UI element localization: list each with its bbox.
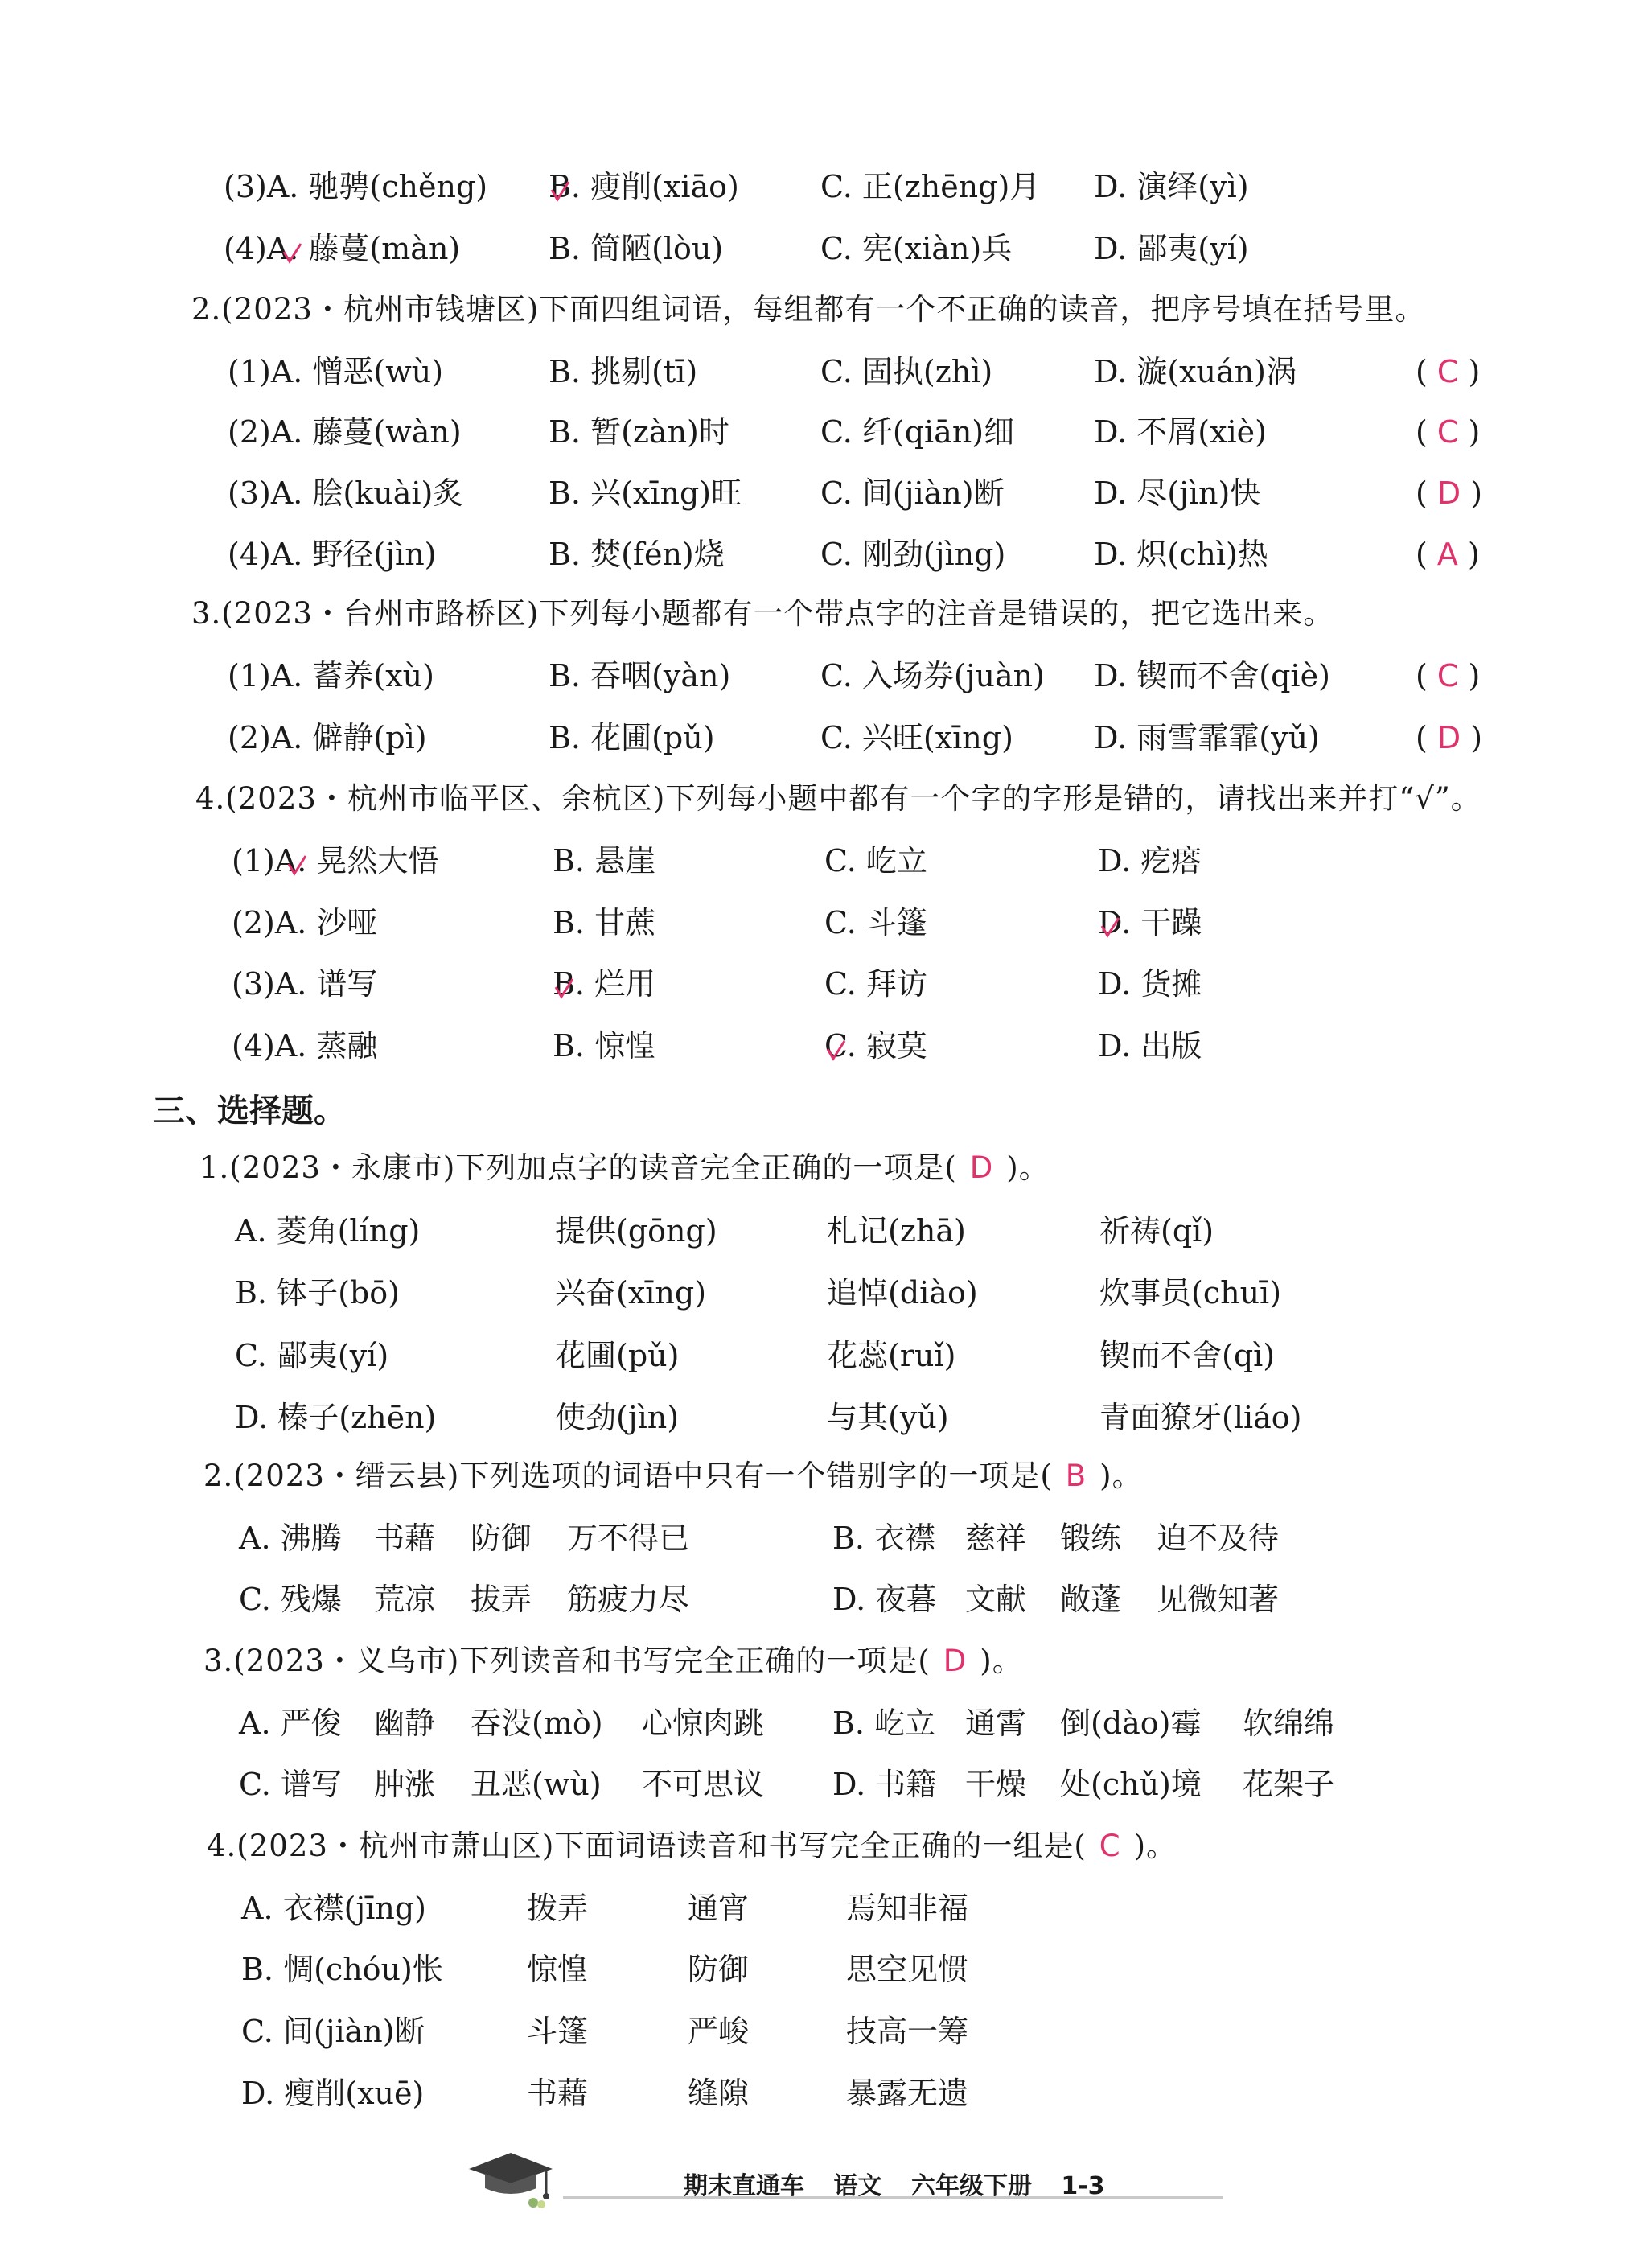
s3-q4-a-3: 通宵 (688, 1891, 750, 1926)
footer-book: 期末直通车 (684, 2172, 804, 2200)
q2-row4-c: C. 刚劲(jìng) (820, 537, 1006, 572)
s3-q1-d-2: 使劲(jìn) (555, 1400, 680, 1435)
q4-row4-b: B. 惊惶 (553, 1028, 656, 1064)
q3-row1-c: C. 入场券(juàn) (820, 658, 1045, 693)
s3-q2-r1-4: 万不得已 (567, 1520, 690, 1556)
q4-row3-c: C. 拜访 (824, 966, 927, 1002)
s3-q2-r2-6: 文献 (965, 1582, 1027, 1617)
s3-q1-b-3: 追悼(diào) (827, 1275, 978, 1311)
s3-q4-d-2: 书藉 (527, 2076, 589, 2111)
s3-q4-b-3: 防御 (688, 1952, 750, 1987)
s3-q3-r1-2: 幽静 (374, 1706, 436, 1741)
q2-row3-b: B. 兴(xīng)旺 (549, 475, 742, 511)
s3-q4-a-2: 拨弄 (527, 1891, 589, 1926)
s3-q3-r1-3: 吞没(mò) (471, 1706, 603, 1741)
s3-q1-b-1: B. 钵子(bō) (235, 1275, 400, 1311)
s3-q1-d-1: D. 榛子(zhēn) (235, 1400, 437, 1435)
check-mark-icon (553, 976, 574, 1000)
answer-blank: ( C ) (1416, 354, 1481, 389)
q3-row2-d: D. 雨雪霏霏(yǔ) (1094, 720, 1320, 755)
answer-blank: ( A ) (1416, 537, 1480, 572)
s3-q1-c-3: 花蕊(ruǐ) (827, 1338, 956, 1373)
q4-row2-d: D. 干躁 (1098, 905, 1202, 940)
q2-row4-d: D. 炽(chì)热 (1094, 537, 1268, 572)
s3-q2-r2-3: 拔弄 (471, 1582, 532, 1617)
s3-q1-a-1: A. 菱角(líng) (235, 1213, 421, 1249)
check-mark-icon (549, 179, 570, 203)
answer-blank: ( C ) (1416, 414, 1481, 450)
s3-q3-r2-6: 干燥 (965, 1767, 1027, 1802)
q2-row1-a: (1)A. 憎恶(wù) (228, 354, 444, 389)
footer-page-number: 1-3 (1061, 2172, 1105, 2200)
answer-blank: ( C ) (1416, 658, 1481, 693)
s3-q3-r2-8: 花架子 (1243, 1767, 1335, 1802)
q2-row4-a: (4)A. 野径(jìn) (228, 537, 437, 572)
q4-row2-c: C. 斗篷 (824, 905, 927, 940)
s3-q2-r1-1: A. 沸腾 (239, 1520, 342, 1556)
s3-question-1-stem: 1.(2023・永康市)下列加点字的读音完全正确的一项是( D )。 (199, 1150, 1050, 1185)
s3-q2-r1-5: B. 衣襟 (832, 1520, 936, 1556)
s3-q1-c-2: 花圃(pǔ) (555, 1338, 680, 1373)
s3-q2-r1-7: 锻练 (1060, 1520, 1122, 1556)
s3-q2-r2-5: D. 夜暮 (832, 1582, 937, 1617)
s3-q4-c-4: 技高一筹 (846, 2014, 969, 2049)
s3-q4-answer: C (1099, 1829, 1121, 1863)
s3-q1-b-2: 兴奋(xīng) (555, 1275, 707, 1311)
q3-row2-b: B. 花圃(pǔ) (549, 720, 715, 755)
s3-q2-r1-6: 慈祥 (965, 1520, 1027, 1556)
footer-grade: 六年级下册 (910, 2172, 1032, 2200)
s3-q3-r1-7: 倒(dào)霉 (1060, 1706, 1202, 1741)
s3-q1-c-4: 锲而不舍(qì) (1099, 1338, 1276, 1373)
q1-3-b: B. 瘦削(xiāo) (549, 169, 739, 204)
q1-4-b: B. 简陋(lòu) (549, 231, 724, 266)
s3-q4-b-4: 思空见惯 (846, 1952, 969, 1987)
q4-row4-a: (4)A. 蒸融 (232, 1028, 378, 1064)
graduation-cap-icon (462, 2146, 559, 2211)
q3-row2-c: C. 兴旺(xīng) (820, 720, 1013, 755)
q3-row1-b: B. 吞咽(yàn) (549, 658, 731, 693)
q4-row1-d: D. 疙瘩 (1098, 843, 1202, 879)
s3-q2-r2-1: C. 残爆 (239, 1582, 342, 1617)
s3-q1-d-3: 与其(yǔ) (827, 1400, 949, 1435)
question-2-stem: 2.(2023・杭州市钱塘区)下面四组词语，每组都有一个不正确的读音，把序号填在括号里。 (191, 292, 1426, 327)
check-mark-icon (825, 1038, 846, 1062)
question-3-stem: 3.(2023・台州市路桥区)下列每小题都有一个带点字的注音是错误的，把它选出来。 (191, 596, 1334, 631)
q3-row1-d: D. 锲而不舍(qiè) (1094, 658, 1330, 693)
check-mark-icon (281, 241, 302, 265)
footer-subject: 语文 (833, 2172, 882, 2200)
s3-q2-r1-3: 防御 (471, 1520, 532, 1556)
q4-row3-d: D. 货摊 (1098, 966, 1202, 1002)
s3-q4-a-4: 焉知非福 (846, 1891, 969, 1926)
s3-q2-r1-8: 迫不及待 (1157, 1520, 1280, 1556)
q4-row3-a: (3)A. 谱写 (232, 966, 378, 1002)
s3-q4-c-2: 斗篷 (527, 2014, 589, 2049)
q4-row4-d: D. 出版 (1098, 1028, 1202, 1064)
s3-q4-b-2: 惊惶 (527, 1952, 589, 1987)
s3-q3-answer: D (943, 1644, 968, 1678)
q4-row1-b: B. 悬崖 (553, 843, 656, 879)
q2-row2-b: B. 暂(zàn)时 (549, 414, 729, 450)
s3-q2-r2-2: 荒凉 (374, 1582, 436, 1617)
s3-q3-r1-5: B. 屹立 (832, 1706, 936, 1741)
q4-row4-c: C. 寂莫 (824, 1028, 927, 1064)
q4-row1-c: C. 屹立 (824, 843, 927, 879)
check-mark-icon (286, 853, 307, 877)
q2-row2-c: C. 纤(qiān)细 (820, 414, 1015, 450)
s3-q3-r1-4: 心惊肉跳 (642, 1706, 765, 1741)
q1-3-d: D. 演绎(yì) (1094, 169, 1249, 204)
q1-4-c: C. 宪(xiàn)兵 (820, 231, 1013, 266)
s3-q4-d-1: D. 瘦削(xuē) (241, 2076, 425, 2111)
q4-row2-b: B. 甘蔗 (553, 905, 656, 940)
q2-row2-d: D. 不屑(xiè) (1094, 414, 1267, 450)
s3-q3-r2-1: C. 谱写 (239, 1767, 342, 1802)
s3-q3-r2-3: 丑恶(wù) (471, 1767, 602, 1802)
check-mark-icon (1099, 915, 1120, 939)
s3-q2-r2-8: 见微知著 (1157, 1582, 1280, 1617)
s3-q3-r1-1: A. 严俊 (239, 1706, 342, 1741)
q2-row1-d: D. 漩(xuán)涡 (1094, 354, 1297, 389)
s3-q4-c-1: C. 间(jiàn)断 (241, 2014, 425, 2049)
q2-row3-d: D. 尽(jìn)快 (1094, 475, 1261, 511)
q1-4-d: D. 鄙夷(yí) (1094, 231, 1249, 266)
q2-row3-a: (3)A. 脍(kuài)炙 (228, 475, 464, 511)
s3-q3-r2-2: 肿涨 (374, 1767, 436, 1802)
s3-q1-a-2: 提供(gōng) (555, 1213, 717, 1249)
q1-4-a: (4)A. 藤蔓(màn) (224, 231, 461, 266)
s3-q4-c-3: 严峻 (688, 2014, 750, 2049)
q4-row1-a: (1)A. 晃然大悟 (232, 843, 439, 879)
q4-row3-b: B. 烂用 (553, 966, 656, 1002)
answer-blank: ( D ) (1416, 475, 1483, 511)
s3-question-4-stem: 4.(2023・杭州市萧山区)下面词语读音和书写完全正确的一组是( C )。 (207, 1829, 1177, 1863)
s3-q4-d-4: 暴露无遗 (846, 2076, 969, 2111)
q3-row1-a: (1)A. 蓄养(xù) (228, 658, 434, 693)
s3-q1-c-1: C. 鄙夷(yí) (235, 1338, 389, 1373)
s3-q1-a-3: 札记(zhā) (827, 1213, 966, 1249)
s3-question-3-stem: 3.(2023・义乌市)下列读音和书写完全正确的一项是( D )。 (203, 1644, 1023, 1678)
s3-q4-d-3: 缝隙 (688, 2076, 750, 2111)
s3-q2-r2-4: 筋疲力尽 (567, 1582, 690, 1617)
s3-q1-b-4: 炊事员(chuī) (1099, 1275, 1282, 1311)
s3-q2-r1-2: 书藉 (374, 1520, 436, 1556)
q4-row2-a: (2)A. 沙哑 (232, 905, 378, 940)
q2-row3-c: C. 间(jiàn)断 (820, 475, 1005, 511)
s3-q3-r2-5: D. 书籍 (832, 1767, 937, 1802)
section-3-title: 三、选择题。 (153, 1092, 346, 1130)
s3-q4-a-1: A. 衣襟(jīng) (241, 1891, 426, 1926)
page-footer (684, 2171, 1126, 2203)
s3-q1-a-4: 祈祷(qǐ) (1099, 1213, 1214, 1249)
s3-q2-r2-7: 敞蓬 (1060, 1582, 1122, 1617)
s3-q4-b-1: B. 惆(chóu)怅 (241, 1952, 443, 1987)
answer-blank: ( D ) (1416, 720, 1483, 755)
s3-q3-r1-8: 软绵绵 (1243, 1706, 1335, 1741)
s3-question-2-stem: 2.(2023・缙云县)下列选项的词语中只有一个错别字的一项是( B )。 (203, 1459, 1143, 1493)
q1-3-a: (3)A. 驰骋(chěng) (224, 169, 488, 204)
q2-row2-a: (2)A. 藤蔓(wàn) (228, 414, 462, 450)
s3-q3-r1-6: 通霄 (965, 1706, 1027, 1741)
s3-q3-r2-4: 不可思议 (642, 1767, 765, 1802)
s3-q1-answer: D (969, 1150, 994, 1185)
q1-3-c: C. 正(zhēng)月 (820, 169, 1041, 204)
s3-q3-r2-7: 处(chǔ)境 (1060, 1767, 1202, 1802)
q3-row2-a: (2)A. 僻静(pì) (228, 720, 427, 755)
q2-row4-b: B. 焚(fén)烧 (549, 537, 725, 572)
q2-row1-c: C. 固执(zhì) (820, 354, 993, 389)
s3-q1-d-4: 青面獠牙(liáo) (1099, 1400, 1302, 1435)
q2-row1-b: B. 挑剔(tī) (549, 354, 698, 389)
question-4-stem: 4.(2023・杭州市临平区、余杭区)下列每小题中都有一个字的字形是错的，请找出来并打“√”。 (195, 781, 1481, 816)
s3-q2-answer: B (1065, 1459, 1087, 1493)
